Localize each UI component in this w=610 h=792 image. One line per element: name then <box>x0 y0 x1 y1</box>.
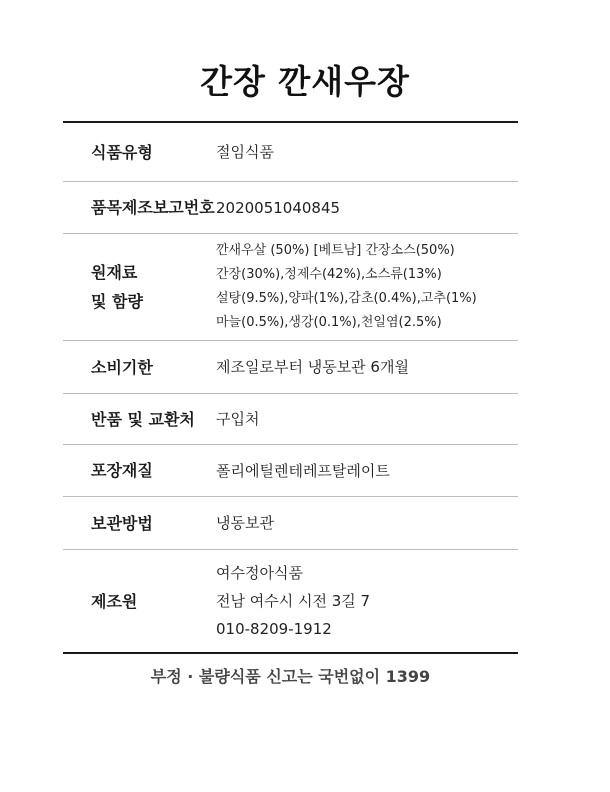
manufacturer-phone: 010-8209-1912 <box>216 620 332 638</box>
row-manufacturer <box>63 550 518 654</box>
report-notice: 부정 · 불량식품 신고는 국번없이 1399 <box>150 667 431 686</box>
shelf-life-label: 소비기한 <box>91 357 153 377</box>
manufacturer-name: 여수정아식품 <box>216 564 303 582</box>
row-shelf-life <box>63 341 518 394</box>
ingredients-line-4: 마늘(0.5%),생강(0.1%),천일염(2.5%) <box>216 315 442 330</box>
row-report-number <box>63 182 518 234</box>
return-place-value: 구입처 <box>216 410 260 428</box>
packaging-label: 포장재질 <box>91 461 153 480</box>
ingredients-value <box>216 239 518 335</box>
manufacturer-label: 제조원 <box>91 591 138 611</box>
page-title: 간장 깐새우장 <box>200 62 410 101</box>
row-storage <box>63 497 518 550</box>
manufacturer-value <box>216 559 518 643</box>
ingredients-line-1: 깐새우살 (50%) [베트남] 간장소스(50%) <box>216 243 455 258</box>
manufacturer-address: 전남 여수시 시전 3길 7 <box>216 592 371 610</box>
ingredients-label <box>63 260 216 314</box>
report-number-value: 2020051040845 <box>216 198 341 217</box>
ingredients-line-2: 간장(30%),정제수(42%),소스류(13%) <box>216 267 442 282</box>
shelf-life-value: 제조일로부터 냉동보관 6개월 <box>216 358 409 376</box>
row-return-place <box>63 394 518 445</box>
report-number-label: 품목제조보고번호 <box>91 198 215 217</box>
row-ingredients <box>63 234 518 341</box>
ingredients-label-line-1: 원재료 <box>91 263 138 282</box>
product-info-table <box>63 121 518 654</box>
food-type-label: 식품유형 <box>91 142 153 162</box>
return-place-label: 반품 및 교환처 <box>91 409 195 429</box>
row-packaging <box>63 445 518 497</box>
food-type-value: 절임식품 <box>216 143 274 161</box>
packaging-value: 폴리에틸렌테레프탈레이트 <box>216 461 390 480</box>
ingredients-label-line-2: 및 함량 <box>91 292 143 311</box>
ingredients-line-3: 설탕(9.5%),양파(1%),감초(0.4%),고추(1%) <box>216 291 477 306</box>
storage-label: 보관방법 <box>91 513 153 533</box>
storage-value: 냉동보관 <box>216 514 274 532</box>
row-food-type <box>63 123 518 182</box>
